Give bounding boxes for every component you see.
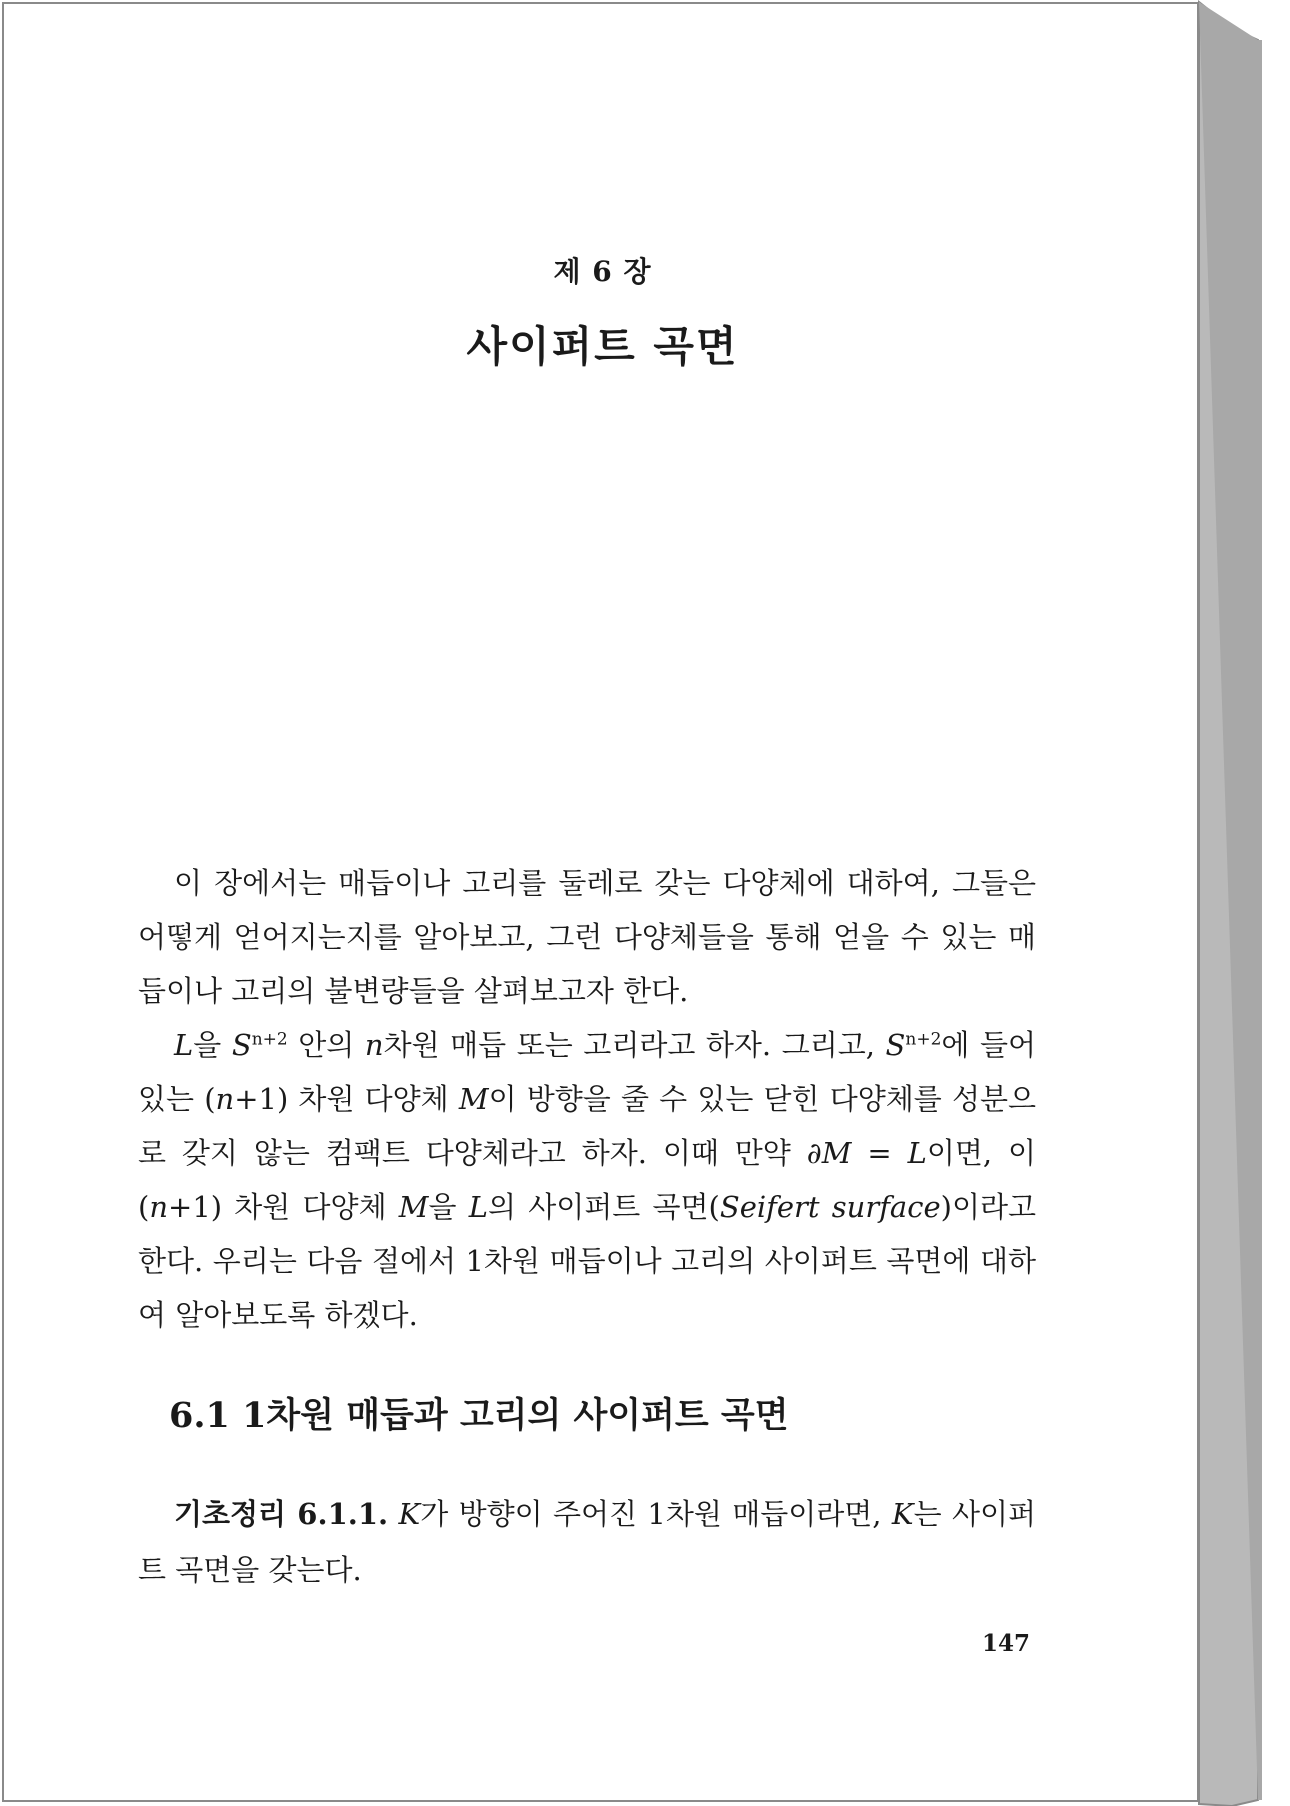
math-symbol: L (468, 1190, 488, 1224)
text-run: 이면, 이 ( (138, 1136, 1036, 1224)
page-number: 147 (982, 1630, 1031, 1657)
text-run: 의 사이퍼트 곡면( (488, 1190, 720, 1224)
math-symbol: Seifert surface (719, 1190, 941, 1224)
math-symbol: n (149, 1190, 169, 1224)
math-symbol: M (821, 1136, 852, 1170)
math-symbol: K (891, 1497, 914, 1531)
text-run: 가 방향이 주어진 1차원 매듭이라면, (420, 1497, 892, 1531)
text-run (388, 1497, 398, 1531)
chapter-label: 제 6 장 (553, 255, 652, 288)
math-symbol: L (907, 1136, 927, 1170)
text-run: +1) 차원 다양체 (234, 1082, 459, 1116)
math-symbol: K (398, 1497, 421, 1531)
text-run: 을 (428, 1190, 469, 1224)
text-run: 안의 (287, 1028, 365, 1062)
text-run: +1) 차원 다양체 (168, 1190, 399, 1224)
chapter-title: 사이퍼트 곡면 (466, 322, 739, 371)
math-symbol: L (174, 1028, 194, 1062)
section-heading: 6.1 1차원 매듭과 고리의 사이퍼트 곡면 (169, 1395, 789, 1436)
text-run: 이 장에서는 매듭이나 고리를 둘레로 갖는 다양체에 대하여, 그들은 어떻게 얻어지는지를 알아보고, 그런 다양체들을 통해 얻을 수 있는 매듭이나 고리의 불변량들을 살펴보고자 한다. (138, 866, 1036, 1008)
paragraph (138, 1018, 1036, 1342)
text-run: 차원 매듭 또는 고리라고 하자. 그리고, (383, 1028, 886, 1062)
book-page (2, 2, 1199, 1802)
math-symbol: n (364, 1028, 384, 1062)
text-run: = (851, 1136, 908, 1170)
math-symbol: S (885, 1028, 906, 1062)
body-text (138, 856, 1036, 1342)
text-run: 을 (193, 1028, 232, 1062)
text-run: 에 들어있는 ( (138, 1028, 1037, 1116)
math-symbol: M (458, 1082, 489, 1116)
theorem (138, 1486, 1036, 1598)
text-run: 이 방향을 줄 수 있는 닫힌 다양체를 성분으로 갖지 않는 컴팩트 다양체라고 하자. 이때 만약 ∂ (138, 1082, 1036, 1170)
math-symbol: M (398, 1190, 429, 1224)
math-symbol: S (231, 1028, 252, 1062)
text-run: 는 사이퍼트 곡면을 갖는다. (138, 1497, 1037, 1587)
theorem-label: 기초정리 6.1.1. (174, 1497, 389, 1531)
superscript: n+2 (251, 1029, 288, 1050)
superscript: n+2 (905, 1029, 942, 1050)
math-symbol: n (215, 1082, 235, 1116)
text-run: )이라고 한다. 우리는 다음 절에서 1차원 매듭이나 고리의 사이퍼트 곡면에 대하여 알아보도록 하겠다. (138, 1190, 1036, 1332)
paragraph (138, 856, 1036, 1018)
